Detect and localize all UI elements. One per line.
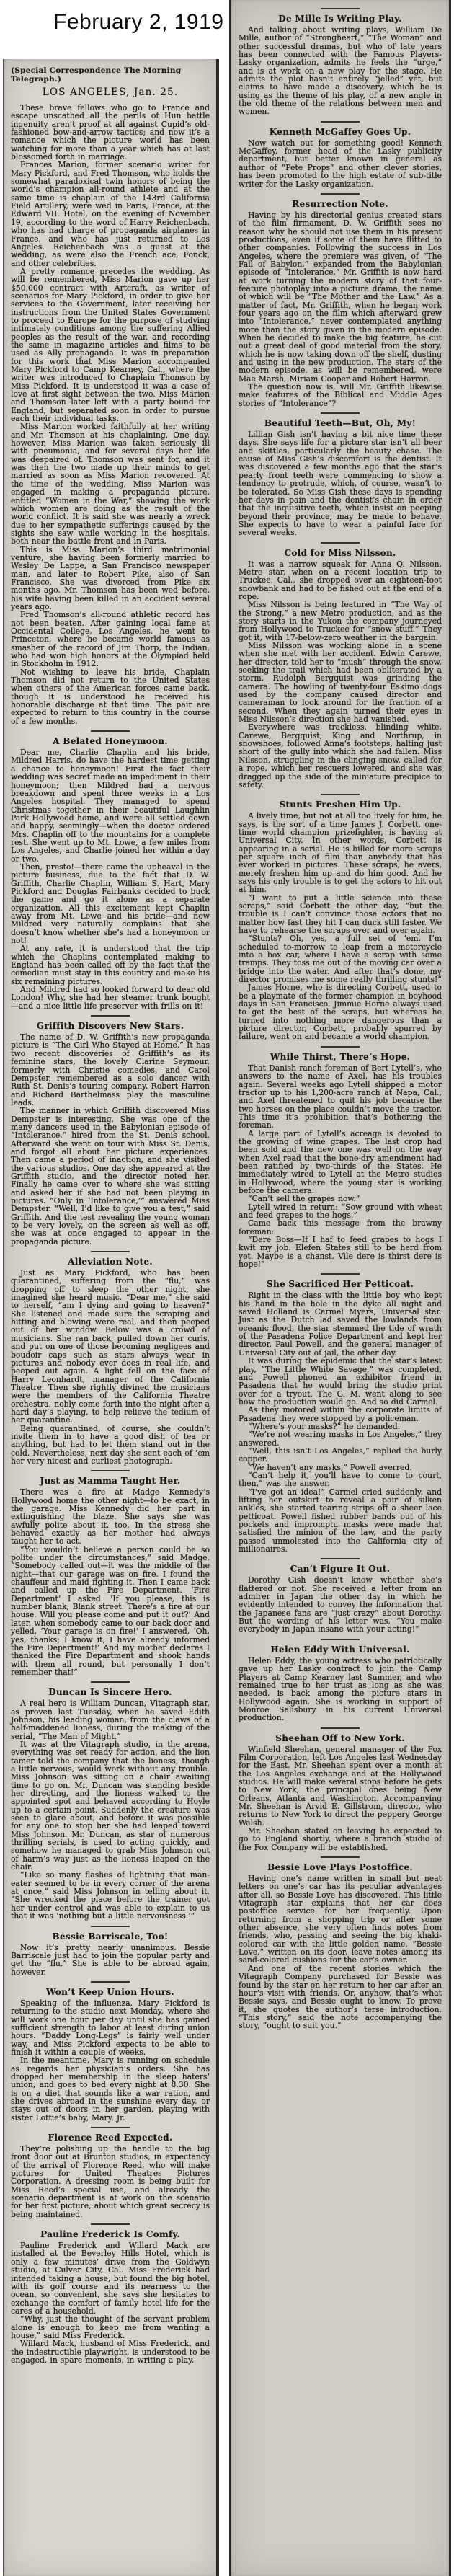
section-divider: [321, 1856, 360, 1858]
article-paragraph: Being quarantined, of course, she couldn’t invite them in to have a good dish of tea or anything, but had to let them stand out in the cold. Nevertheless, next day she sent each of ’em her very nicest and curliest photograph.: [11, 1423, 210, 1466]
section-divider: [91, 1926, 130, 1927]
article-paragraph: At any rate, it is understood that the trip which the Chaplins contemplated making to England has been called off by the fact that the comedian must stay in this country and make his six remaining pictures.: [11, 944, 210, 986]
article-paragraph: Then, presto!—there came the upheaval in the picture business, due to the fact that D. W. Griffith, Charlie Chaplin, William S. Hart, Mary Pickford and Douglas Fairbanks decided to buck the game and go it alone as a separate organization. All this excitement kept Chaplin away from Mt. Lowe and his bride—and now Mildred very naturally complains that she doesn’t know whether she’s had a honeymoon or not!: [11, 862, 210, 946]
section-heading: While Thirst, There’s Hope.: [270, 1051, 411, 1062]
article-paragraph: “Well, this isn’t Los Angeles,” replied the burly copper.: [239, 1446, 442, 1464]
section-heading: Florence Reed Expected.: [48, 2133, 173, 2143]
section-heading: Bessie Barriscale, Too!: [52, 1931, 169, 1942]
article-paragraph: “We haven’t any masks,” Powell averred.: [248, 1462, 412, 1472]
article-paragraph: Not wishing to leave his bride, Chaplain Thomson did not return to the United States when others of the American forces came back, though it is understood he received his honorable discharge at that time. The pair are expected to return to this country in the course of a few months.: [11, 667, 210, 726]
section-heading: Beautiful Teeth—But, Oh, My!: [264, 418, 417, 429]
section-heading: Resurrection Note.: [292, 198, 388, 209]
date-annotation: February 2, 1919: [53, 10, 224, 34]
article-paragraph: Fred Thomson’s all-round athletic record has not been beaten. After gaining local fame at Occidental College, Los Angeles, he went to Princeton, where he became world famous as smasher of the record of Jim Thorp, the Indian, who had won high honors at the Olympiad held in Stockholm in 1912.: [11, 610, 210, 669]
article-paragraph: Miss Nilsson was working alone in a scene when she met with her accident. Edwin Carewe, her director, told her to “mush” through the snow, seeking the trail which had been obliterated by a storm. Rudolph Bergquist was grinding the camera. The howling of twenty-four Eskimo dogs used by the company caused director and cameraman to look around for the fraction of a second. When they again turned their eyes in Miss Nilsson’s direction she had vanished.: [239, 641, 442, 725]
article-paragraph: A pretty romance precedes the wedding. As will be remembered, Miss Marion gave up her $50,000 contract with Artcraft, as writer of scenarios for Mary Pickford, in order to give her services to the Government, later receiving her instructions from the United States Government to proceed to Europe for the purpose of studying intimately conditions among the suffering Allied peoples as the result of the war, and recording the same in magazine articles and films to be used as Ally propaganda. It was in preparation for this work that Miss Marion accompanied Mary Pickford to Camp Kearney, Cal., where the writer was introduced to Chaplain Thomson by Miss Pickford. It is understood it was a case of love at first sight between the two. Miss Marion and Thomson later left with a party bound for England, but separated soon in order to pursue each their individual tasks.: [11, 266, 210, 424]
dateline: LOS ANGELES, Jan. 25.: [42, 87, 179, 98]
article-paragraph: Helen Eddy, the young actress who patriotically gave up her Lasky contract to join the Camp Players at Camp Kearney last Summer, and who remained true to her trust as long as she was needed, is back among the picture stars in Hollywood again. She is working in support of Monroe Salisbury in his current Universal production.: [239, 1655, 442, 1723]
article-paragraph: Right in the class with the little boy who kept his hand in the hole in the dyke all night and saved Holland is Carmel Myers, Universal star. Just as the Dutch lad saved the lowlands from oceanic flood, the star stemmed the tide of wrath of the Pasadena Police Department and kept her director, Paul Powell, and the general manager of Universal City out of jail, the other day.: [239, 1291, 442, 1358]
article-paragraph: A lively time, but not at all too lively for him, he says, is the sort of a time James J. Corbett, one-time world champion prizefighter, is having at Universal City. In other words, Corbett is appearing in a serial. He is billed for more scraps per square inch of film than anybody that has ever worked in pictures. These scraps, he avers, merely freshen him up and do him good. And he says his only trouble is to get the actors to hit out at him.: [239, 811, 442, 895]
article-paragraph: The manner in which Griffith discovered Miss Dempster is interesting. She was one of the many dancers used in the Babylonian episode of “Intolerance,” hired from the St. Denis school. Afterward she went on tour with Miss St. Denis, and forgot all about her picture experiences. Then came a period of inaction, and she visited the various studios. One day she appeared at the Griffith studio, and the director noted her. Finally he came over to where she was sitting and asked her if she had not been playing in pictures. “Only in ‘Intolerance,’” answered Miss Dempster. “Well, I’d like to give you a test,” said Griffith. And the test revealing the young woman to be very lovely, on the screen as well as off, she was at once engaged to appear in the propaganda picture.: [11, 1106, 210, 1247]
section-divider: [91, 2223, 130, 2225]
section-heading: Sheehan Off to New York.: [275, 1732, 405, 1743]
section-divider: [321, 1046, 360, 1048]
article-paragraph: These brave fellows who go to France and escape unscathed all the perils of Hun battle ingenuity aren’t proof at all against Cupid’s old-fashioned bow-and-arrow tactics; and now it’s a romance which the picture world has been watching for more than a year which has at last blossomed forth in marriage.: [11, 103, 210, 162]
article-paragraph: Having by his directorial genius created stars of the film firmament, D. W. Griffith sees no reason why he should not use them in his present productions, even if some of them have flitted to other companies. Following the success in Los Angeles, where the premiere was given, of “The Fall of Babylon,” expanded from the Babylonian episode of “Intolerance,” Mr. Griffith is now hard at work turning the modern story of that four-feature photoplay into a picture drama, the name of which will be “The Mother and the Law.” As a matter of fact, Mr. Griffith, when he began work four years ago on the film which afterward grew into “Intolerance,” never contemplated anything more than the story given in the modern episode. When he decided to make the big feature, he cut out a great deal of good material from the story, which he is now taking down off the shelf, dusting and using in the new production. The stars of the modern episode, as will be remembered, were Mae Marsh, Miriam Cooper and Robert Harron.: [239, 210, 442, 384]
article-paragraph: It was a narrow squeak for Anna Q. Nilsson, Metro star, when on a recent location trip to Truckee, Cal., she dropped over an eighteen-foot snowbank and had to be fished out at the end of a rope.: [239, 559, 442, 601]
article-paragraph: And Mildred had so looked forward to dear old London! Why, she had her steamer trunk bought—and a nice little life preserver with frills on it!: [11, 985, 210, 1011]
section-divider: [321, 193, 360, 195]
article-paragraph: Pauline Frederick and Willard Mack are installed at the Beverley Hills Hotel, which is only a few minutes’ drive from the Goldwyn studio, at Culver City, Cal. Miss Frederick had intended taking a house, but found the big hotel, with its golf course and its nearness to the ocean, so convenient, she says she hesitates to exchange the comfort of family hotel life for the cares of a household.: [11, 2241, 210, 2316]
section-divider: [321, 1273, 360, 1275]
article-paragraph: Speaking of the influenza, Mary Pickford is returning to the studio next Monday, where she will work one hour per day until she has gained sufficient strength to labor at least during union hours. “Daddy Long-Legs” is fairly well under way, and Miss Pickford expects to be able to finish it within a couple of weeks.: [11, 1998, 210, 2057]
article-paragraph: “I want to put a little science into these scraps,” said Corbett the other day, “but the trouble is I can’t convince those actors that no matter how fast they hit I can duck still faster. We have to rehearse the scraps over and over again.: [239, 893, 442, 935]
section-divider: [91, 1981, 130, 1983]
article-paragraph: “We’re not wearing masks in Los Angeles,” they answered.: [239, 1430, 442, 1448]
section-divider: [321, 121, 360, 123]
article-paragraph: Everywhere was trackless, blinding white. Carewe, Bergquist, King and Northrup, in snowshoes, followed Anna’s footsteps, halting just short of the gully into which she had fallen. Miss Nilsson, struggling in the clinging snow, called for a rope, which her rescuers lowered, and she was dragged up the side of the miniature precipice to safety.: [239, 722, 442, 789]
correspondence-credit: (Special Correspondence The Morning Telegraph.): [11, 66, 182, 84]
section-divider: [91, 1681, 130, 1683]
section-heading: Bessie Love Plays Postoffice.: [267, 1862, 413, 1873]
article-paragraph: It was at the Vitagraph studio, in the arena, everything was set ready for action, and the lion tamer told the company that the lioness, though a little nervous, would work without any trouble. Miss Johnson was sitting on a chair awaiting time to go on. Mr. Duncan was standing beside her directing, and the lioness walked to the appointed spot and behaved according to Hoyle up to a certain point. Suddenly the creature was seen to glare about, and before it was possible for any one to stop her she had leaped toward Miss Johnson. Mr. Duncan, as star of numerous thrilling serials, is used to acting quickly, and somehow he managed to grab Miss Johnson out of harm’s way just as the lioness leaped on the chair.: [11, 1739, 210, 1872]
section-heading: Helen Eddy With Universal.: [270, 1644, 410, 1655]
article-paragraph: And one of the recent stories which the Vitagraph Company purchased for Bessie was found by the star on her return to her car after an hour’s visit with friends. Or, anyhow, that’s what Bessie says, and Bessie ought to know. To prove it, she quotes the author’s terse introduction. “This story,” said the note accompanying the story, “ought to suit you.”: [239, 1963, 442, 2031]
section-divider: [91, 730, 130, 732]
article-paragraph: Mr. Sheehan stated on leaving he expected to go to England shortly, where a branch studio of the Fox Company will be established.: [239, 1826, 442, 1852]
article-paragraph: “Can’t sell the grapes now.”: [248, 1194, 360, 1204]
article-paragraph: Willard Mack, husband of Miss Frederick, and the indestructible playwright, is understood to be engaged, in spare moments, in writing a play.: [11, 2339, 210, 2365]
article-paragraph: And talking about writing plays, William De Mille, author of “Strongheart,” “The Woman” and other successful dramas, but who of late years has been connected with the Famous Players-Lasky organization, admits he feels the “urge,” and is at work on a new play for the stage. He admits the plot hasn’t entirely “jelled” yet, but claims to have made a discovery, which he is using as the theme of his play, of a new angle in the old theme of the relations between men and women.: [239, 25, 442, 117]
section-heading: Duncan Is Sincere Hero.: [48, 1687, 172, 1698]
section-heading: A Belated Honeymoon.: [53, 736, 168, 747]
article-paragraph: They’re polishing up the handle to the big front door out at Brunton studios, in expectancy of the arrival of Florence Reed, who will make pictures for United Theatres Pictures Corporation. A dressing room is being built for Miss Reed’s special use, and already the scenario department is at work on the scenario for her first picture, about which great secrecy is being maintained.: [11, 2144, 210, 2219]
article-paragraph: Came back this message from the brawny foreman:: [239, 1218, 442, 1236]
section-divider: [91, 2127, 130, 2128]
section-heading: Won’t Keep Union Hours.: [45, 1986, 174, 1997]
section-heading: Griffith Discovers New Stars.: [36, 1021, 184, 1032]
article-paragraph: “I’ve got an idea!” Carmel cried suddenly, and lifting her outskirt to reveal a pair of silken ankles, she started tearing strips off a sheer lace petticoat. Powell fished rubber bands out of his pockets and impromptu masks were made that satisfied the minion of the law, and the party passed unmolested into the California city of millionaires.: [239, 1487, 442, 1554]
article-paragraph: A large part of Lytell’s acreage is devoted to the growing of wine grapes. The last crop had been sold and the new one was well on the way when Axel read that the bone-dry amendment had been ratified by two-thirds of the States. He immediately wired to Lytell at the Metro studios in Hollywood, where the young star is working before the camera.: [239, 1128, 442, 1195]
article-paragraph: “Dere Boss—If I haf to feed grapes to hogs I kwit my job. Elefen States still to be herd from yet. Maybe is a chanst. Vile dere is thirst dere is hope!”: [239, 1235, 442, 1270]
section-heading: Stunts Freshen Him Up.: [279, 800, 401, 810]
section-divider: [321, 794, 360, 795]
article-paragraph: Lillian Gish isn’t having a bit nice time these days. She says life for a picture star isn’t all beer and skittles, particularly the beauty chase. The cause of Miss Gish’s discomfort is the dentist. It was discovered a few months ago that the star’s pearly front teeth were commencing to show a tendency to protrude, which, of course, wasn’t to be tolerated. So Miss Gish these days is spending her days in pain and the dentist’s chair, in order that the inquisitive teeth, which insist on peeping beyond their province, may be made to behave. She expects to have to wear a painful face for several weeks.: [239, 430, 442, 538]
article-paragraph: That Danish ranch foreman of Bert Lytell’s, who answers to the name of Axel, has his troubles again. Several weeks ago Lytell shipped a motor tractor up to his 1,200-acre ranch at Napa, Cal., and Axel threatened to quit his job because the two horses on the place couldn’t move the tractor. This time it’s prohibition that’s bothering the foreman.: [239, 1063, 442, 1130]
article-paragraph: The name of D. W. Griffith’s new propaganda picture is “The Girl Who Stayed at Home.” It has two recent discoveries of Griffith’s as its feminine stars, the lovely Clarine Seymour, formerly with Christie comedies, and Carol Dempster, remembered as a solo dancer with Ruth St. Denis’s touring company. Robert Harron and Richard Barthelmass play the masculine leads.: [11, 1032, 210, 1107]
article-paragraph: A real hero is William Duncan, Vitagraph star, as proven last Tuesday, when he saved Edith Johnson, his leading woman, from the claws of a half-maddened lioness, during the making of the serial, “The Man of Might.”: [11, 1699, 210, 1741]
section-divider: [91, 1470, 130, 1471]
section-heading: Cold for Miss Nilsson.: [284, 547, 396, 558]
section-heading: Can’t Figure It Out.: [290, 1564, 391, 1575]
article-paragraph: “Why, just the thought of the servant problem alone is enough to keep me from wanting a house,” said Miss Frederick.: [11, 2314, 210, 2340]
section-divider: [91, 1015, 130, 1017]
right_column-sections: [239, 8, 442, 2030]
article-paragraph: This is Miss Marion’s third matrimonial venture, she having been formerly married to Wesley De Lappe, a San Francisco newspaper man, and later to Robert Pike, also of San Francisco. She was divorced from Pike six months ago. Mr. Thomson has been wed before, his wife having been killed in an accident several years ago.: [11, 544, 210, 611]
article-paragraph: “Stunts? Oh, yes, a full set of ’em. I’m scheduled to-morrow to leap from a motorcycle into a box car, where I have a scrap with some tramps. They toss me out of the moving car over a bridge into the water. And after that’s done, my director promises me some really thrilling stunts!”: [239, 934, 442, 985]
article-paragraph: It was during the epidemic that the star’s latest play, “The Little White Savage,” was completed, and Powell phoned an exhibitor friend in Pasadena that he would bring the studio print over for a tryout. The G. M. went along to see how the production would go. And so did Carmel.: [239, 1356, 442, 1407]
article-paragraph: “You wouldn’t believe a person could be so polite under the circumstances,” said Madge. “Somebody called out—it was the middle of the night—that our garage was on fire. I found the chauffeur and maid fighting it. Then I came back and called up the Fire Department. ‘Fire Department’ I asked. ‘If you please, this is number blank, Blank street. There’s a fire at our house. Will you please come and put it out?’ And later, when somebody came to our back door and yelled, ‘Your garage is on fire!’ I answered, ‘Oh, yes, thanks; I know it; I have already informed the Fire Department!’ And my mother declares I thanked the Fire Department and shook hands with them all round, but personally I don’t remember that!”: [11, 1544, 210, 1677]
section-heading: Just as Mamma Taught Her.: [40, 1476, 181, 1487]
section-heading: De Mille Is Writing Play.: [278, 14, 402, 24]
article-paragraph: Dorothy Gish doesn’t know whether she’s flattered or not. She received a letter from an admirer in Japan the other day in which he evidently intended to convey the information that the Japanese fans are “just crazy” about Dorothy. But the wording of his letter was, “You make everybody in Japan insane with your acting!”: [239, 1575, 442, 1634]
section-divider: [321, 412, 360, 414]
article-paragraph: “Like so many flashes of lightning that man-eater seemed to be in every corner of the arena at once,” said Miss Johnson in telling about it. “She wrecked the place before the trainer got her under control and was able to explain to us that it was ‘nothing but a little nervousness.’”: [11, 1870, 210, 1921]
article-paragraph: Just as Mary Pickford, who has been quarantined, suffering from the “flu,” was dropping off to sleep the other night, she imagined she heard music. “Dear me,” she said to herself, “am I dying and going to heaven?” She listened and made sure the scraping and hitting and blowing were real, and then peeped out of her window. Below was a crowd of musicians. She ran back, pulled down her curls, and put on one of those becoming negligees and boudoir caps such as stars always wear in pictures and nobody ever does in real life, and peeped out again. A light fell on the face of Harry Leonhardt, manager of the California Theatre. Then she rightly divined the musicians were the members of the California Theatre orchestra, nobly come forth into the night after a hard day’s playing, to help relieve the tedium of her quarantine.: [11, 1268, 210, 1425]
article-paragraph: The question now is, will Mr. Griffith likewise make features of the Biblical and Middle Ages stories of “Intolerance”?: [239, 382, 442, 408]
section-heading: Kenneth McGaffey Goes Up.: [269, 126, 411, 137]
left-newspaper-column: [3, 59, 219, 2576]
section-divider: [321, 1558, 360, 1559]
article-paragraph: Having one’s name written in small but neat letters on one’s car has its peculiar advantages after all, so Bessie Love has discovered. This little Vitagraph star explains that her car does postoffice service for her frequently. Upon returning from a shopping trip or after some other absence, she very often finds notes from friends, who, passing and seeing the big khaki-colored car with the little golden name, “Bessie Love,” written on its door, leave notes among its sand-colored cushions for the car’s owner.: [239, 1874, 442, 1965]
right-newspaper-column: [229, 0, 451, 2576]
section-heading: Alleviation Note.: [68, 1257, 153, 1267]
article-paragraph: Frances Marion, former scenario writer for Mary Pickford, and Fred Thomson, who holds the somewhat paradoxical twin honors of being the world’s champion all-round athlete and at the same time is chaplain of the 143rd California Field Artillery, were wed in Paris, France, at the Edward VII. Hotel, on the evening of November 19, according to the word of Harry Reichenbach, who has had charge of propaganda airplanes in France, and who has just returned to Los Angeles. Reichenbach was a guest at the wedding, as were also the French ace, Fonck, and other celebrities.: [11, 160, 210, 268]
section-divider: [321, 8, 360, 9]
section-heading: Pauline Frederick Is Comfy.: [40, 2229, 180, 2240]
article-paragraph: Miss Nilsson is being featured in “The Way of the Strong,” a new Metro production, and as the story starts in the Yukon the company journeyed from Hollywood to Truckee for “snow stuff.” They got it, with 17-below-zero weather in the bargain.: [239, 600, 442, 642]
article-paragraph: “Can’t help it, you’ll have to come to court, then,” was the answer.: [239, 1470, 442, 1489]
article-paragraph: Winfield Sheehan, general manager of the Fox Film Corporation, left Los Angeles last Wednesday for the East. Mr. Sheehan spent over a month at the Los Angeles exchange and at the Hollywood studios. He will make several stops before he gets to New York, the principal ones being New Orleans, Atlanta and Washington. Accompanying Mr. Sheehan is Arvid E. Gillstrom, director, who returns to New York to direct the peppery George Walsh.: [239, 1744, 442, 1828]
section-heading: She Sacrificed Her Petticoat.: [266, 1279, 414, 1290]
section-divider: [321, 1639, 360, 1640]
section-divider: [91, 1251, 130, 1252]
section-divider: [321, 542, 360, 544]
article-paragraph: Lytell wired in return: “Sow ground with wheat and feed grapes to the hogs.”: [239, 1202, 442, 1220]
article-paragraph: There was a fire at Madge Kennedy’s Hollywood home the other night—to be exact, in the garage. Miss Kennedy did her part in extinguishing the blaze. She says she was awfully polite about it, too. In the stress she behaved exactly as her mother had always taught her to act.: [11, 1487, 210, 1546]
article-paragraph: Now watch out for something good! Kenneth McGaffey, former head of the Lasky publicity department, but better known in general as author of “Pete Props” and other clever stories, has been promoted to the high estate of sub-title writer for the Lasky organization.: [239, 138, 442, 189]
article-paragraph: Dear me, Charlie Chaplin and his bride, Mildred Harris, do have the hardest time getting a chance to honeymoon! First the fact their wedding was secret made an impediment in their honeymoon; then Mildred had a nervous breakdown and spent three weeks in a Los Angeles hospital. They managed to spend Christmas together in their beautiful Laughlin Park Hollywood home, and were all settled down and happy, seemingly—when the doctor ordered Mrs. Chaplin off to the mountains for a complete rest. She went up to Mt. Lowe, a few miles from Los Angeles, and Charlie joined her within a day or two.: [11, 748, 210, 864]
article-paragraph: Miss Marion worked faithfully at her writing and Mr. Thomson at his chaplaining. One day, however, Miss Marion was taken seriously ill with pneumonia, and for several days her life was despaired of. Thomson was sent for, and it was then the two made up their minds to get married as soon as Miss Marion recovered. At the time of the wedding, Miss Marion was engaged in making a propaganda picture, entitled “Women in the War,” showing the work which women are doing as the result of the world conflict. It is said she was nearly a wreck due to her sympathetic sufferings caused by the sights she saw while working in the hospitals, both near the battle front and in Paris.: [11, 422, 210, 546]
left_column-sections: [11, 104, 210, 2364]
article-paragraph: In the meantime, Mary is running on schedule as regards her physician’s orders. She has dropped her membership in the sleep haters’ union, and goes to bed every night at 8.30. She is on a diet that sounds like a war ration, and she drives abroad in the sunshine every day, or stays out of doors in her garden, playing with sister Lottie’s baby, Mary, Jr.: [11, 2055, 210, 2123]
article-paragraph: As they motored within the corporate limits of Pasadena they were stopped by a policeman.: [239, 1405, 442, 1423]
section-divider: [321, 1727, 360, 1729]
article-paragraph: Now it’s pretty nearly unanimous. Bessie Barriscale just had to join the popular party and get the “flu.” She is able to be abroad again, however.: [11, 1942, 210, 1977]
article-paragraph: “Where’s your masks?” he demanded.: [248, 1421, 401, 1431]
article-paragraph: James Horne, who is directing Corbett, used to be a playmate of the former champion in boyhood days in San Francisco. Jimmie Horne always used to get the best of the scraps, but whereas he turned into nothing more dangerous than a picture director, Corbett, probably spurred by failure, went on and became a world champion.: [239, 983, 442, 1042]
